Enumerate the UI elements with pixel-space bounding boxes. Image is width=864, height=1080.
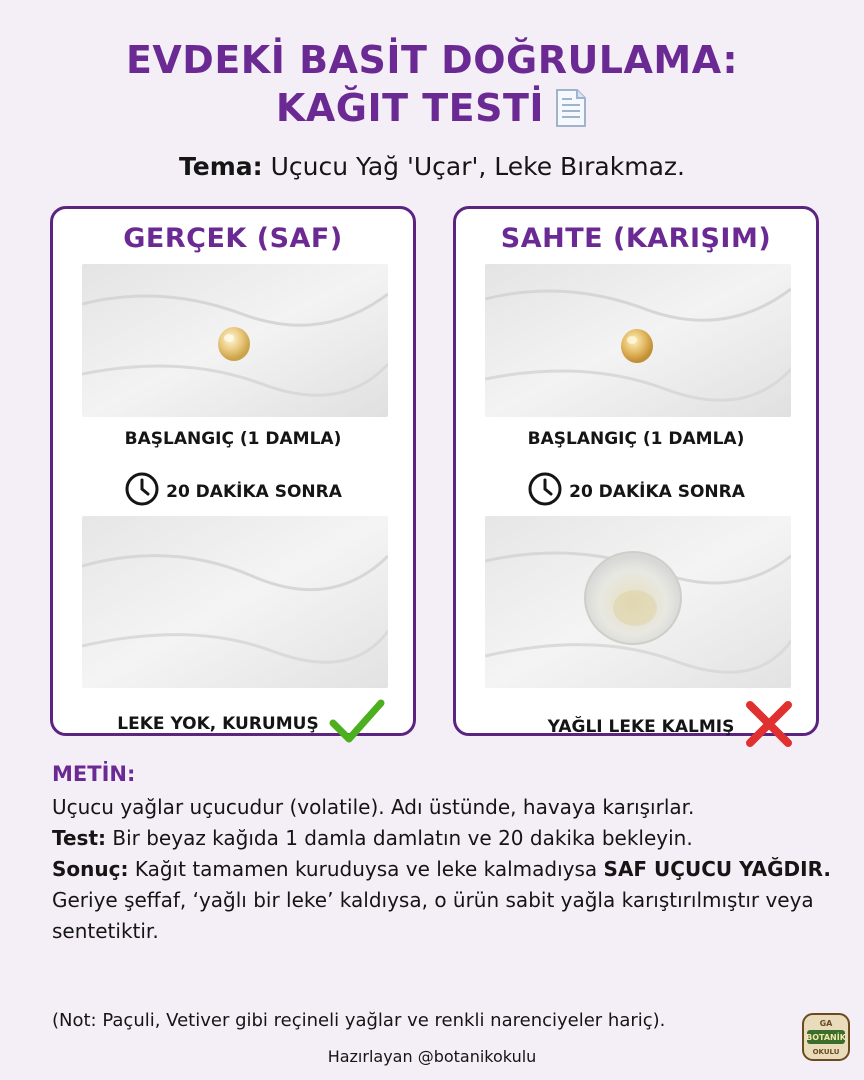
metin-heading: METİN:	[52, 762, 136, 786]
metin-result-text: Kağıt tamamen kuruduysa ve leke kalmadıysa	[128, 857, 604, 881]
document-icon	[554, 88, 588, 128]
logo-line-1: BOTANİK	[806, 1033, 846, 1042]
page-title	[0, 36, 864, 132]
fake-start-paper-image	[485, 264, 791, 417]
metin-test-label: Test:	[52, 826, 107, 850]
subtitle-label: Tema:	[179, 152, 263, 181]
title-line-2-wrap	[276, 84, 588, 132]
fake-start-caption: BAŞLANGIÇ (1 DAMLA)	[527, 429, 745, 449]
title-line-1: EVDEKİ BASİT DOĞRULAMA:	[125, 38, 739, 82]
fake-timer-caption: 20 DAKİKA SONRA	[569, 481, 745, 502]
note-text: (Not: Paçuli, Vetiver gibi reçineli yağlar ve renkli narenciyeler hariç).	[52, 1010, 666, 1031]
metin-test-line	[52, 823, 832, 854]
metin-line-4: Geriye şeffaf, ‘yağlı bir leke’ kaldıysa, o ürün sabit yağla karıştırılmıştır veya sentetiktir.	[52, 888, 814, 943]
subtitle-text: Uçucu Yağ 'Uçar', Leke Bırakmaz.	[262, 152, 685, 181]
fake-oil-card	[453, 206, 819, 736]
metin-result-line	[52, 854, 832, 885]
botanik-okulu-logo	[801, 1012, 851, 1062]
real-start-caption: BAŞLANGIÇ (1 DAMLA)	[124, 429, 342, 449]
real-card-title: GERÇEK (SAF)	[123, 223, 343, 254]
real-timer-row	[53, 471, 413, 512]
checkmark-icon	[329, 699, 385, 748]
cross-icon	[744, 699, 794, 754]
footer-credit: Hazırlayan @botanikokulu	[327, 1047, 537, 1066]
real-result-row	[53, 699, 413, 748]
real-result-caption: LEKE YOK, KURUMUŞ	[117, 713, 319, 734]
real-after-paper-image	[82, 516, 388, 688]
title-line-2: KAĞIT TESTİ	[275, 86, 545, 130]
real-oil-card	[50, 206, 416, 736]
clock-icon	[124, 471, 160, 512]
metin-test-text: Bir beyaz kağıda 1 damla damlatın ve 20 dakika bekleyin.	[106, 826, 693, 850]
metin-body	[52, 792, 832, 947]
fake-card-title: SAHTE (KARIŞIM)	[500, 223, 772, 254]
logo-line-2: OKULU	[812, 1048, 840, 1056]
real-start-paper-image	[82, 264, 388, 417]
metin-result-bold: SAF UÇUCU YAĞDIR.	[603, 857, 831, 881]
fake-result-caption: YAĞLI LEKE KALMIŞ	[547, 716, 735, 737]
real-timer-caption: 20 DAKİKA SONRA	[166, 481, 342, 502]
logo-top-text: GA	[819, 1019, 833, 1028]
metin-line-1: Uçucu yağlar uçucudur (volatile). Adı üstünde, havaya karışırlar.	[52, 795, 695, 819]
subtitle	[0, 150, 864, 184]
fake-result-row	[456, 699, 816, 754]
fake-after-paper-image	[485, 516, 791, 688]
fake-timer-row	[456, 471, 816, 512]
metin-result-label: Sonuç:	[52, 857, 129, 881]
clock-icon	[527, 471, 563, 512]
